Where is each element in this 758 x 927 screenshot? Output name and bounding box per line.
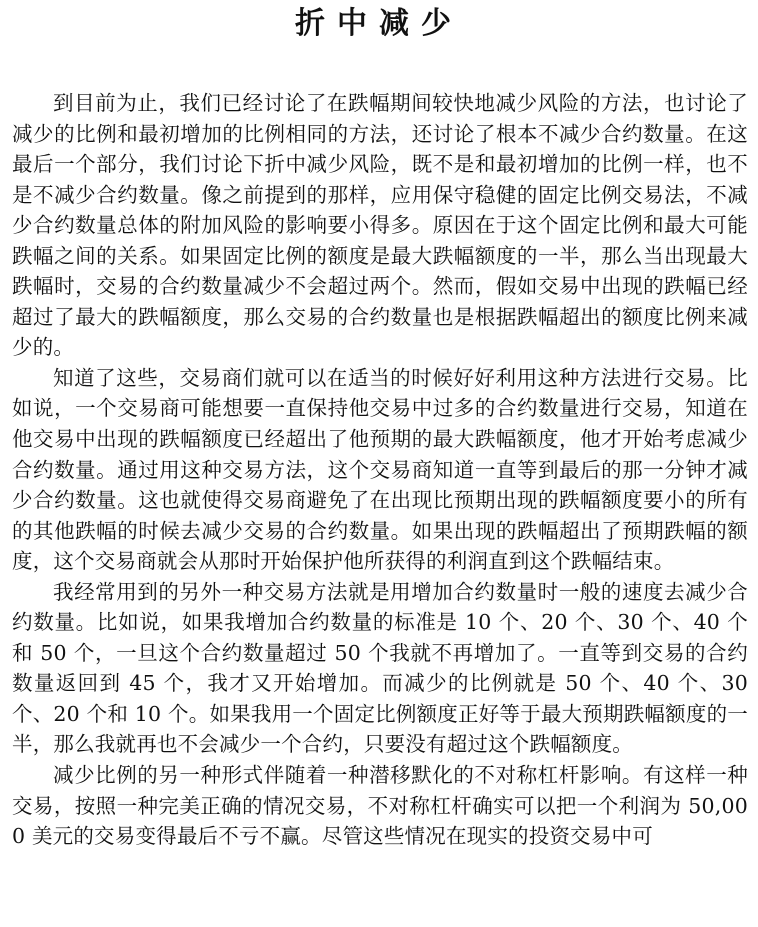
body-text — [12, 88, 748, 852]
paragraph-1: 到目前为止，我们已经讨论了在跌幅期间较快地减少风险的方法，也讨论了减少的比例和最初增加的比例相同的方法，还讨论了根本不减少合约数量。在这最后一个部分，我们讨论下折中减少风险，既不是和最初增加的比例一样，也不是不减少合约数量。像之前提到的那样，应用保守稳健的固定比例交易法，不减少合约数量总体的附加风险的影响要小得多。原因在于这个固定比例和最大可能跌幅之间的关系。如果固定比例的额度是最大跌幅额度的一半，那么当出现最大跌幅时，交易的合约数量减少不会超过两个。然而，假如交易中出现的跌幅已经超过了最大的跌幅额度，那么交易的合约数量也是根据跌幅超出的额度比例来减少的。 — [12, 91, 748, 360]
paragraph-4: 减少比例的另一种形式伴随着一种潜移默化的不对称杠杆影响。有这样一种交易，按照一种完美正确的情况交易，不对称杠杆确实可以把一个利润为 50,000 美元的交易变得最后不亏不赢。尽管这些情况在现实的投资交易中可 — [12, 763, 748, 849]
paragraph-3: 我经常用到的另外一种交易方法就是用增加合约数量时一般的速度去减少合约数量。比如说，如果我增加合约数量的标准是 10 个、20 个、30 个、40 个和 50 个，一旦这个合约数量超过 50 个我就不再增加了。一直等到交易的合约数量返回到 45 个，我才又开始增加。而减少的比例就是 50 个、40 个、30 个、20 个和 10 个。如果我用一个固定比例额度正好等于最大预期跌幅额度的一半，那么我就再也不会减少一个合约，只要没有超过这个跌幅额度。 — [12, 579, 748, 757]
section-title: 折中减少 — [295, 6, 463, 41]
paragraph-2: 知道了这些，交易商们就可以在适当的时候好好利用这种方法进行交易。比如说，一个交易商可能想要一直保持他交易中过多的合约数量进行交易，知道在他交易中出现的跌幅额度已经超出了他预期的最大跌幅额度，他才开始考虑减少合约数量。通过用这种交易方法，这个交易商知道一直等到最后的那一分钟才减少合约数量。这也就使得交易商避免了在出现比预期出现的跌幅额度要小的所有的其他跌幅的时候去减少交易的合约数量。如果出现的跌幅超出了预期跌幅的额度，这个交易商就会从那时开始保护他所获得的利润直到这个跌幅结束。 — [12, 365, 748, 574]
